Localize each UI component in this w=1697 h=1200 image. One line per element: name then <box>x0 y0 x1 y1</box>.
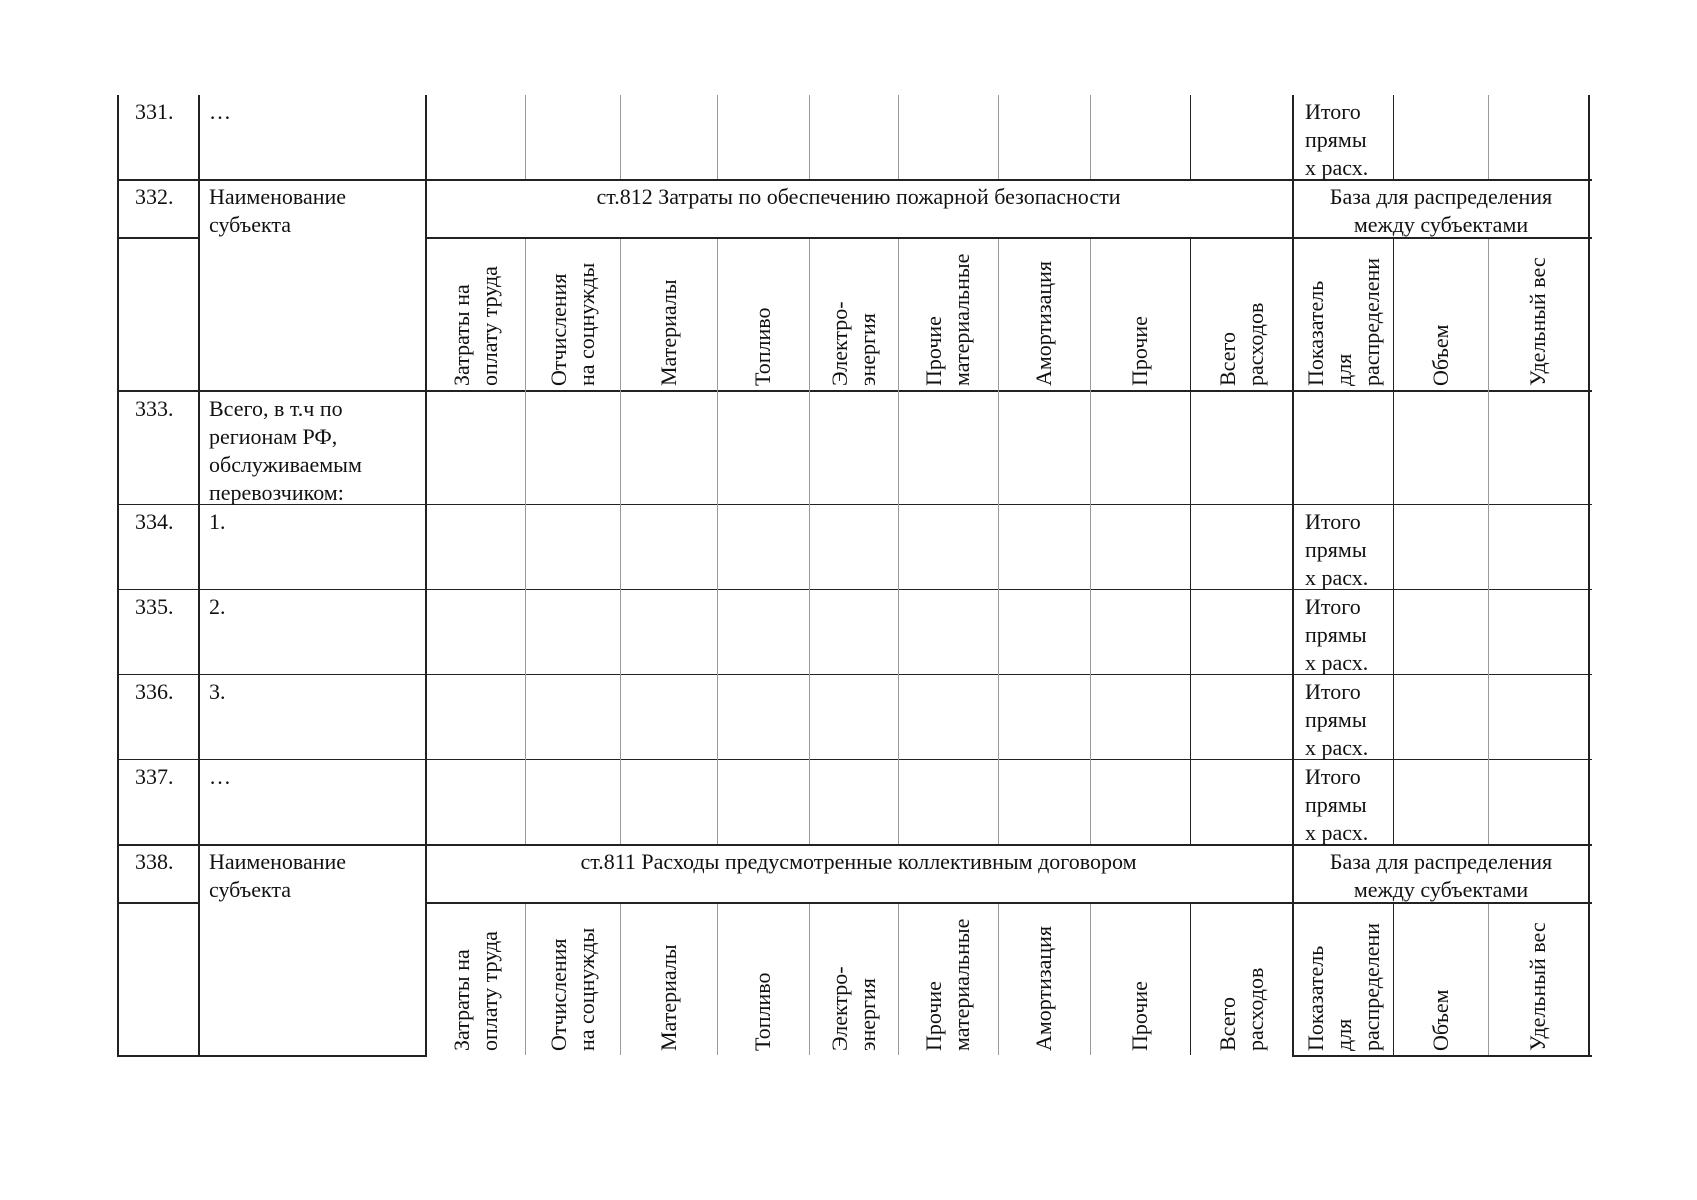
column-header <box>427 239 525 390</box>
row-base-note: Итого прямы х расх. <box>1305 764 1369 845</box>
column-header <box>1090 239 1190 390</box>
section-title: ст.812 Затраты по обеспечению пожарной безопасности <box>596 184 1121 209</box>
row-name: … <box>209 99 231 124</box>
row-number: 338. <box>135 849 174 874</box>
row-name: Всего, в т.ч по регионам РФ, обслуживаемым перевозчиком: <box>209 396 362 505</box>
column-header <box>809 904 898 1055</box>
column-header <box>998 239 1090 390</box>
column-header-label: Прочие <box>1127 981 1152 1051</box>
column-header <box>525 239 620 390</box>
column-header-label: Амортизация <box>1031 260 1056 386</box>
column-header-label: Всего расходов <box>1215 302 1268 386</box>
row-name: 1. <box>209 509 226 534</box>
row-number: 335. <box>135 594 174 619</box>
row-number: 331. <box>135 99 174 124</box>
column-header <box>620 904 717 1055</box>
row-name: 2. <box>209 594 226 619</box>
base-title: База для распределения между субъектами <box>1329 184 1553 237</box>
row-base-note: Итого прямы х расх. <box>1305 679 1369 760</box>
row-number: 334. <box>135 509 174 534</box>
column-header <box>620 239 717 390</box>
row-name: Наименование субъекта <box>209 184 347 237</box>
column-header-label: Амортизация <box>1031 925 1056 1051</box>
column-header-label: Показатель для распределени <box>1302 257 1384 386</box>
column-header-label: Материалы <box>655 279 681 386</box>
column-header-label: Отчисления на соцнужды <box>545 927 599 1051</box>
column-header-label: Показатель для распределени <box>1302 922 1384 1051</box>
column-header <box>1488 904 1588 1055</box>
row-name: … <box>209 764 231 789</box>
column-header-label: Удельный вес <box>1525 257 1550 386</box>
column-header <box>717 904 809 1055</box>
column-header <box>525 904 620 1055</box>
row-base-note: Итого прямы х расх. <box>1305 99 1369 180</box>
column-header-label: Прочие материальные <box>921 253 974 386</box>
column-header <box>1294 239 1393 390</box>
row-base-note: Итого прямы х расх. <box>1305 509 1369 590</box>
column-header-label: Затраты на оплату труда <box>449 931 502 1051</box>
column-header <box>1190 239 1294 390</box>
column-header <box>898 904 998 1055</box>
column-header-label: Затраты на оплату труда <box>449 266 502 386</box>
column-header-label: Объем <box>1427 324 1453 386</box>
column-header-label: Материалы <box>655 944 681 1051</box>
column-header <box>427 904 525 1055</box>
row-number: 333. <box>135 396 174 421</box>
column-header-label: Топливо <box>750 307 775 386</box>
column-header-label: Электро- энергия <box>826 301 880 386</box>
row-number: 336. <box>135 679 174 704</box>
column-header <box>717 239 809 390</box>
row-name: 3. <box>209 679 226 704</box>
column-header <box>1190 904 1294 1055</box>
section-title: ст.811 Расходы предусмотренные коллективным договором <box>580 849 1137 874</box>
column-header-label: Топливо <box>750 972 775 1051</box>
column-header <box>1294 904 1393 1055</box>
column-header <box>898 239 998 390</box>
column-header <box>1393 239 1488 390</box>
column-header <box>1393 904 1488 1055</box>
column-header <box>1488 239 1588 390</box>
column-header-label: Электро- энергия <box>826 966 880 1051</box>
column-header-label: Отчисления на соцнужды <box>545 262 599 386</box>
column-header-label: Удельный вес <box>1525 922 1550 1051</box>
base-title: База для распределения между субъектами <box>1329 849 1553 902</box>
column-header-label: Прочие материальные <box>921 918 974 1051</box>
row-name: Наименование субъекта <box>209 849 347 902</box>
column-header <box>809 239 898 390</box>
row-number: 332. <box>135 184 174 209</box>
column-header-label: Объем <box>1427 989 1453 1051</box>
row-number: 337. <box>135 764 174 789</box>
row-base-note: Итого прямы х расх. <box>1305 594 1369 675</box>
column-header-label: Прочие <box>1127 316 1152 386</box>
column-header <box>1090 904 1190 1055</box>
column-header <box>998 904 1090 1055</box>
column-header-label: Всего расходов <box>1215 967 1268 1051</box>
